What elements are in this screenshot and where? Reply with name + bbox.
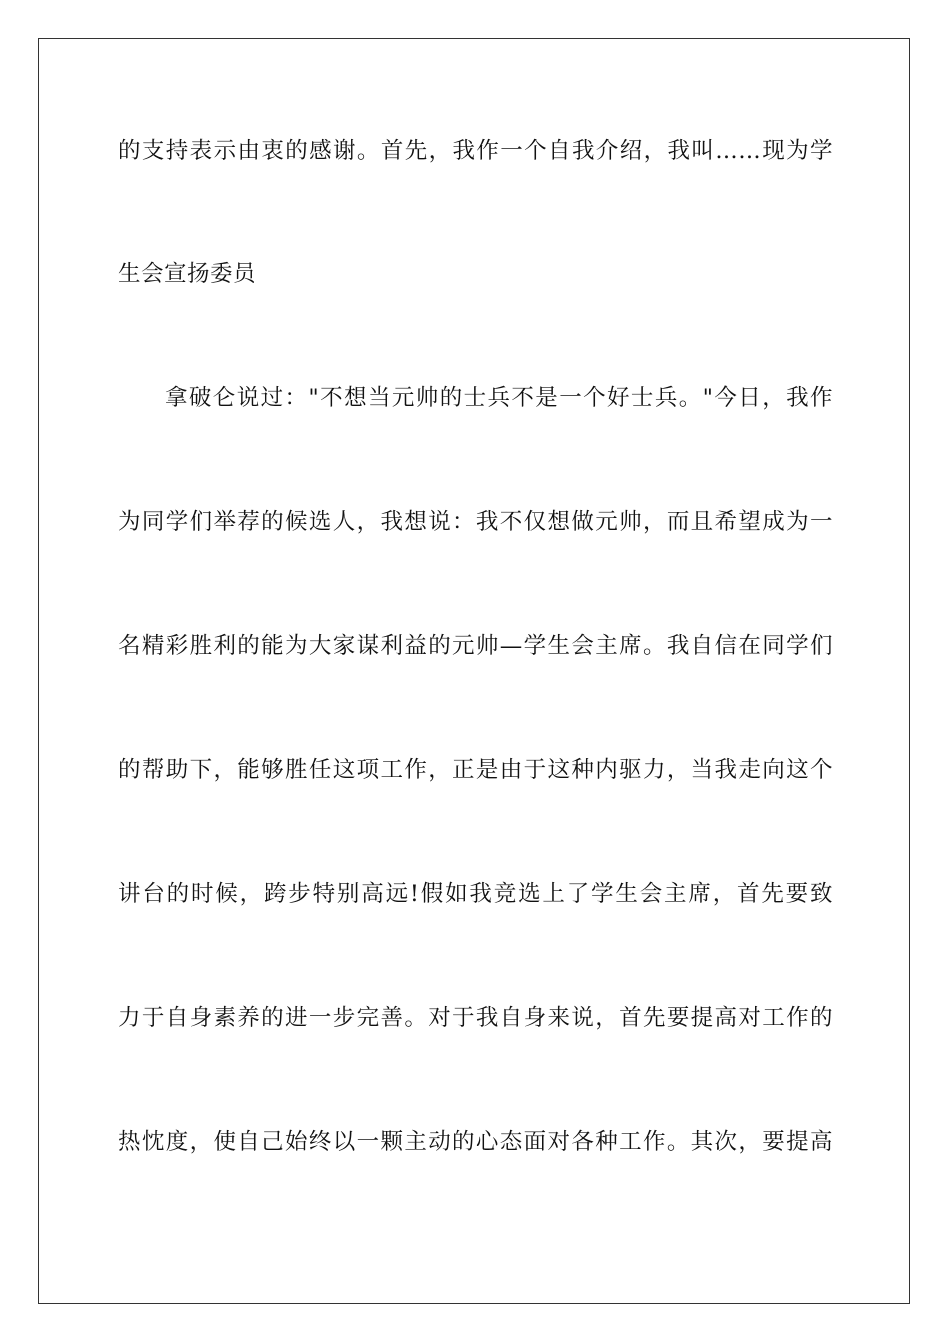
text-line-8: 力于自身素养的进一步完善。对于我自身来说，首先要提高对工作的	[118, 1005, 833, 1031]
text-line-2: 生会宣扬委员	[118, 261, 257, 287]
text-line-9: 热忱度，使自己始终以一颗主动的心态面对各种工作。其次，要提高	[118, 1129, 833, 1155]
text-line-5: 名精彩胜利的能为大家谋利益的元帅—学生会主席。我自信在同学们	[118, 633, 833, 659]
text-line-4: 为同学们举荐的候选人，我想说：我不仅想做元帅，而且希望成为一	[118, 509, 833, 535]
text-line-3: 拿破仑说过："不想当元帅的士兵不是一个好士兵。"今日，我作	[165, 385, 833, 411]
text-line-7: 讲台的时候，跨步特别高远!假如我竞选上了学生会主席，首先要致	[118, 881, 833, 907]
text-line-1: 的支持表示由衷的感谢。首先，我作一个自我介绍，我叫……现为学	[118, 138, 833, 164]
page-border	[38, 38, 910, 1304]
text-line-6: 的帮助下，能够胜任这项工作，正是由于这种内驱力，当我走向这个	[118, 757, 833, 783]
